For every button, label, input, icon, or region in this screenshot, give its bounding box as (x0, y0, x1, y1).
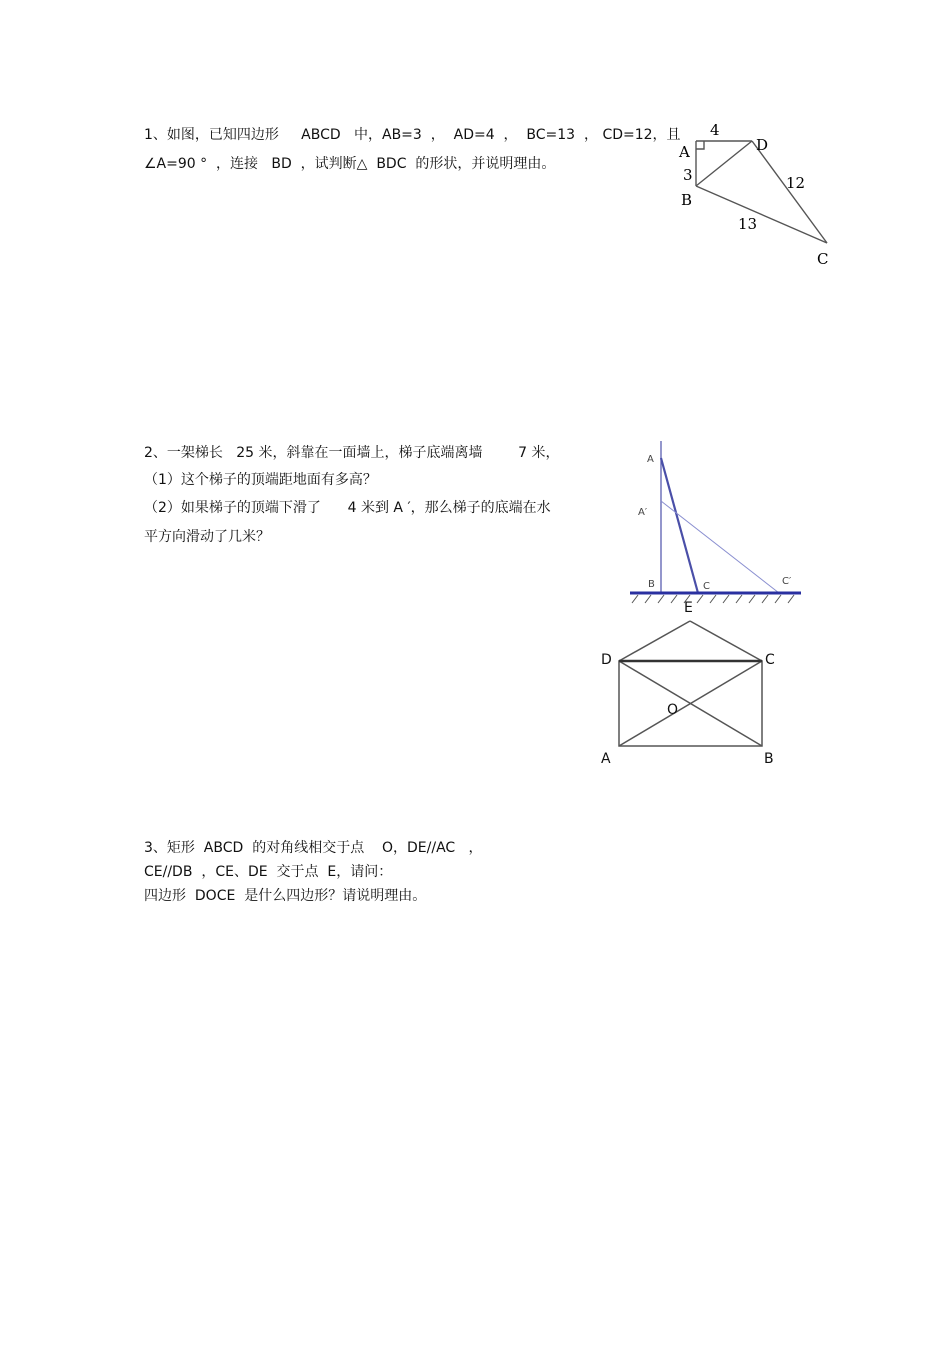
label-b: B (648, 579, 655, 590)
segment-ce (690, 621, 762, 661)
label-c-prime: C′ (782, 576, 792, 587)
length-bc: 13 (738, 215, 758, 233)
label-a: A (601, 751, 611, 767)
label-d: D (601, 652, 612, 668)
label-c: C (703, 581, 710, 592)
problem1-line1: 1、如图，已知四边形 ABCD 中，AB=3 ， AD=4 ， BC=13 ， CD=12，且 (144, 127, 681, 143)
label-e: E (684, 600, 693, 616)
problem2-line1: 2、一架梯长 25 米，斜靠在一面墙上，梯子底端离墙 7 米， (144, 445, 560, 461)
problem1-line2: ∠A=90 ° ，连接 BD ，试判断△ BDC 的形状，并说明理由。 (144, 156, 556, 172)
problem2-line3: （2）如果梯子的顶端下滑了 4 米到 A ′，那么梯子的底端在水 (144, 500, 551, 516)
label-a: A (679, 143, 690, 161)
problem3-line2: CE//DB ，CE、DE 交于点 E，请问： (144, 864, 393, 880)
label-c: C (765, 652, 775, 668)
length-cd: 12 (786, 174, 806, 192)
problem3-line1: 3、矩形 ABCD 的对角线相交于点 O，DE//AC ， (144, 840, 483, 856)
problem2-line4: 平方向滑动了几米？ (144, 529, 270, 545)
label-o: O (667, 702, 679, 718)
label-c: C (817, 250, 829, 268)
label-b: B (764, 751, 774, 767)
segment-de (619, 621, 690, 661)
problem2-line2: （1）这个梯子的顶端距地面有多高？ (144, 472, 377, 488)
length-ad: 4 (710, 121, 720, 139)
length-ab: 3 (683, 166, 693, 184)
label-a-prime: A′ (638, 507, 648, 518)
problem3-line3: 四边形 DOCE 是什么四边形？请说明理由。 (144, 888, 427, 904)
label-b: B (681, 191, 693, 209)
label-d: D (756, 136, 769, 154)
label-a: A (647, 454, 654, 465)
